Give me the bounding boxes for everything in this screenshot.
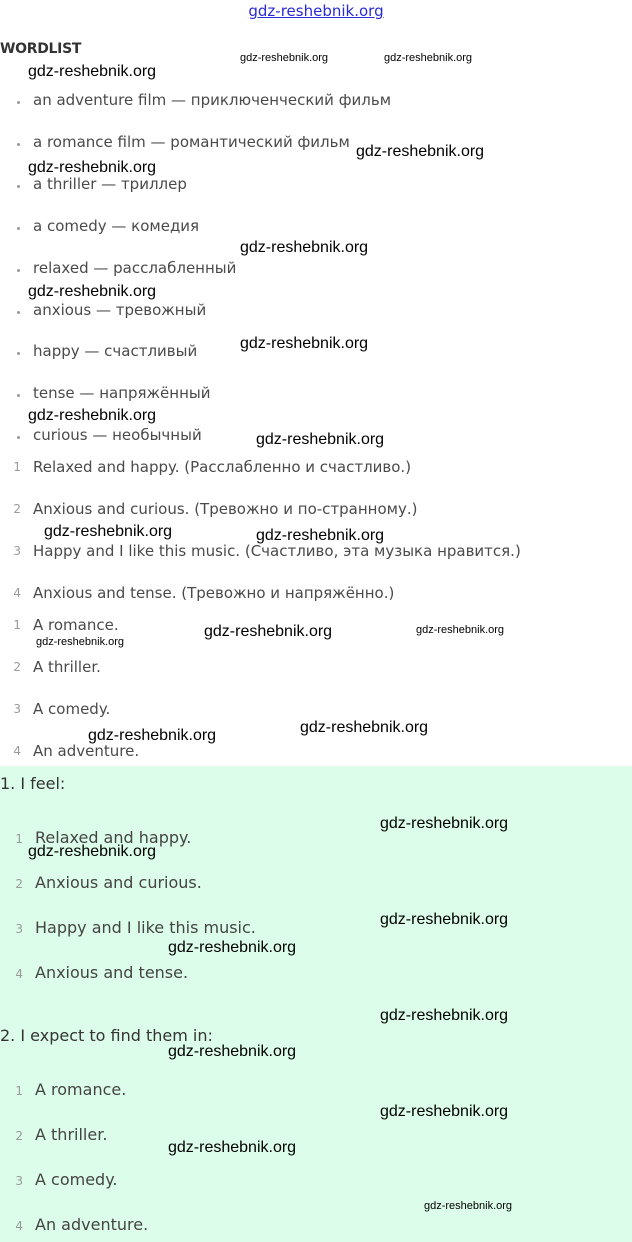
list-number: 2 (13, 660, 21, 674)
list-item: A thriller. (33, 658, 101, 676)
answer-item: Happy and I like this music. (35, 918, 256, 937)
wordlist-item: a romance film — романтический фильм (33, 133, 350, 151)
watermark: gdz-reshebnik.org (28, 159, 157, 176)
list-number: 3 (13, 702, 21, 716)
bullet-icon (17, 143, 20, 146)
list-number: 3 (15, 1174, 23, 1188)
bullet-icon (17, 185, 20, 188)
list-number: 1 (13, 618, 21, 632)
watermark: gdz-reshebnik.org (240, 52, 329, 64)
bullet-icon (17, 101, 20, 104)
wordlist-item: tense — напряжённый (33, 384, 211, 402)
wordlist-item: a comedy — комедия (33, 217, 200, 235)
list-item: An adventure. (33, 742, 140, 760)
watermark: gdz-reshebnik.org (416, 624, 505, 636)
list-item: A romance. (33, 616, 119, 634)
watermark: gdz-reshebnik.org (168, 1043, 297, 1060)
list-item: A comedy. (33, 700, 111, 718)
answer-item: A comedy. (35, 1170, 118, 1189)
answer-item: Anxious and curious. (35, 873, 202, 892)
watermark: gdz-reshebnik.org (380, 815, 509, 832)
watermark: gdz-reshebnik.org (380, 1007, 509, 1024)
watermark: gdz-reshebnik.org (204, 623, 333, 640)
list-number: 4 (13, 744, 21, 758)
bullet-icon (17, 227, 20, 230)
list-number: 4 (15, 1219, 23, 1233)
watermark: gdz-reshebnik.org (88, 727, 217, 744)
list-number: 3 (15, 922, 23, 936)
answer-item: A thriller. (35, 1125, 108, 1144)
watermark: gdz-reshebnik.org (168, 939, 297, 956)
answer-item: Relaxed and happy. (35, 828, 192, 847)
watermark: gdz-reshebnik.org (28, 407, 157, 424)
list-number: 4 (15, 967, 23, 981)
list-number: 3 (13, 544, 21, 558)
wordlist-item: an adventure film — приключенческий фильм (33, 91, 392, 109)
watermark: gdz-reshebnik.org (44, 523, 173, 540)
answer-item: A romance. (35, 1080, 127, 1099)
watermark: gdz-reshebnik.org (240, 239, 369, 256)
watermark: gdz-reshebnik.org (256, 527, 385, 544)
list-number: 1 (13, 460, 21, 474)
list-item: Happy and I like this music. (Счастливо, эта музыка нравится.) (33, 542, 521, 560)
watermark: gdz-reshebnik.org (380, 1103, 509, 1120)
watermark: gdz-reshebnik.org (356, 143, 485, 160)
watermark: gdz-reshebnik.org (424, 1200, 513, 1212)
list-item: Anxious and curious. (Тревожно и по-странному.) (33, 500, 418, 518)
wordlist-item: a thriller — триллер (33, 175, 187, 193)
watermark: gdz-reshebnik.org (256, 431, 385, 448)
watermark: gdz-reshebnik.org (28, 283, 157, 300)
bullet-icon (17, 436, 20, 439)
list-number: 4 (13, 586, 21, 600)
list-item: Relaxed and happy. (Расслабленно и счастливо.) (33, 458, 412, 476)
wordlist-item: relaxed — расслабленный (33, 259, 237, 277)
section-heading: 2. I expect to find them in: (0, 1026, 213, 1045)
watermark: gdz-reshebnik.org (36, 636, 125, 648)
list-number: 1 (15, 1084, 23, 1098)
watermark: gdz-reshebnik.org (240, 335, 369, 352)
bullet-icon (17, 269, 20, 272)
watermark: gdz-reshebnik.org (168, 1139, 297, 1156)
list-number: 2 (15, 877, 23, 891)
section-heading: 1. I feel: (0, 774, 66, 793)
wordlist-item: anxious — тревожный (33, 301, 207, 319)
watermark: gdz-reshebnik.org (28, 63, 157, 80)
answer-item: Anxious and tense. (35, 963, 189, 982)
wordlist-item: happy — счастливый (33, 342, 198, 360)
answer-item: An adventure. (35, 1215, 149, 1234)
wordlist-item: curious — необычный (33, 426, 202, 444)
list-number: 2 (13, 502, 21, 516)
watermark: gdz-reshebnik.org (384, 52, 473, 64)
list-number: 1 (15, 832, 23, 846)
wordlist-title: WORDLIST (0, 41, 82, 57)
watermark: gdz-reshebnik.org (300, 719, 429, 736)
bullet-icon (17, 394, 20, 397)
list-item: Anxious and tense. (Тревожно и напряжённо.) (33, 584, 395, 602)
bullet-icon (17, 311, 20, 314)
list-number: 2 (15, 1129, 23, 1143)
site-link[interactable]: gdz-reshebnik.org (248, 2, 384, 20)
bullet-icon (17, 352, 20, 355)
watermark: gdz-reshebnik.org (380, 911, 509, 928)
answers-panel (0, 766, 632, 1242)
watermark: gdz-reshebnik.org (28, 843, 157, 860)
